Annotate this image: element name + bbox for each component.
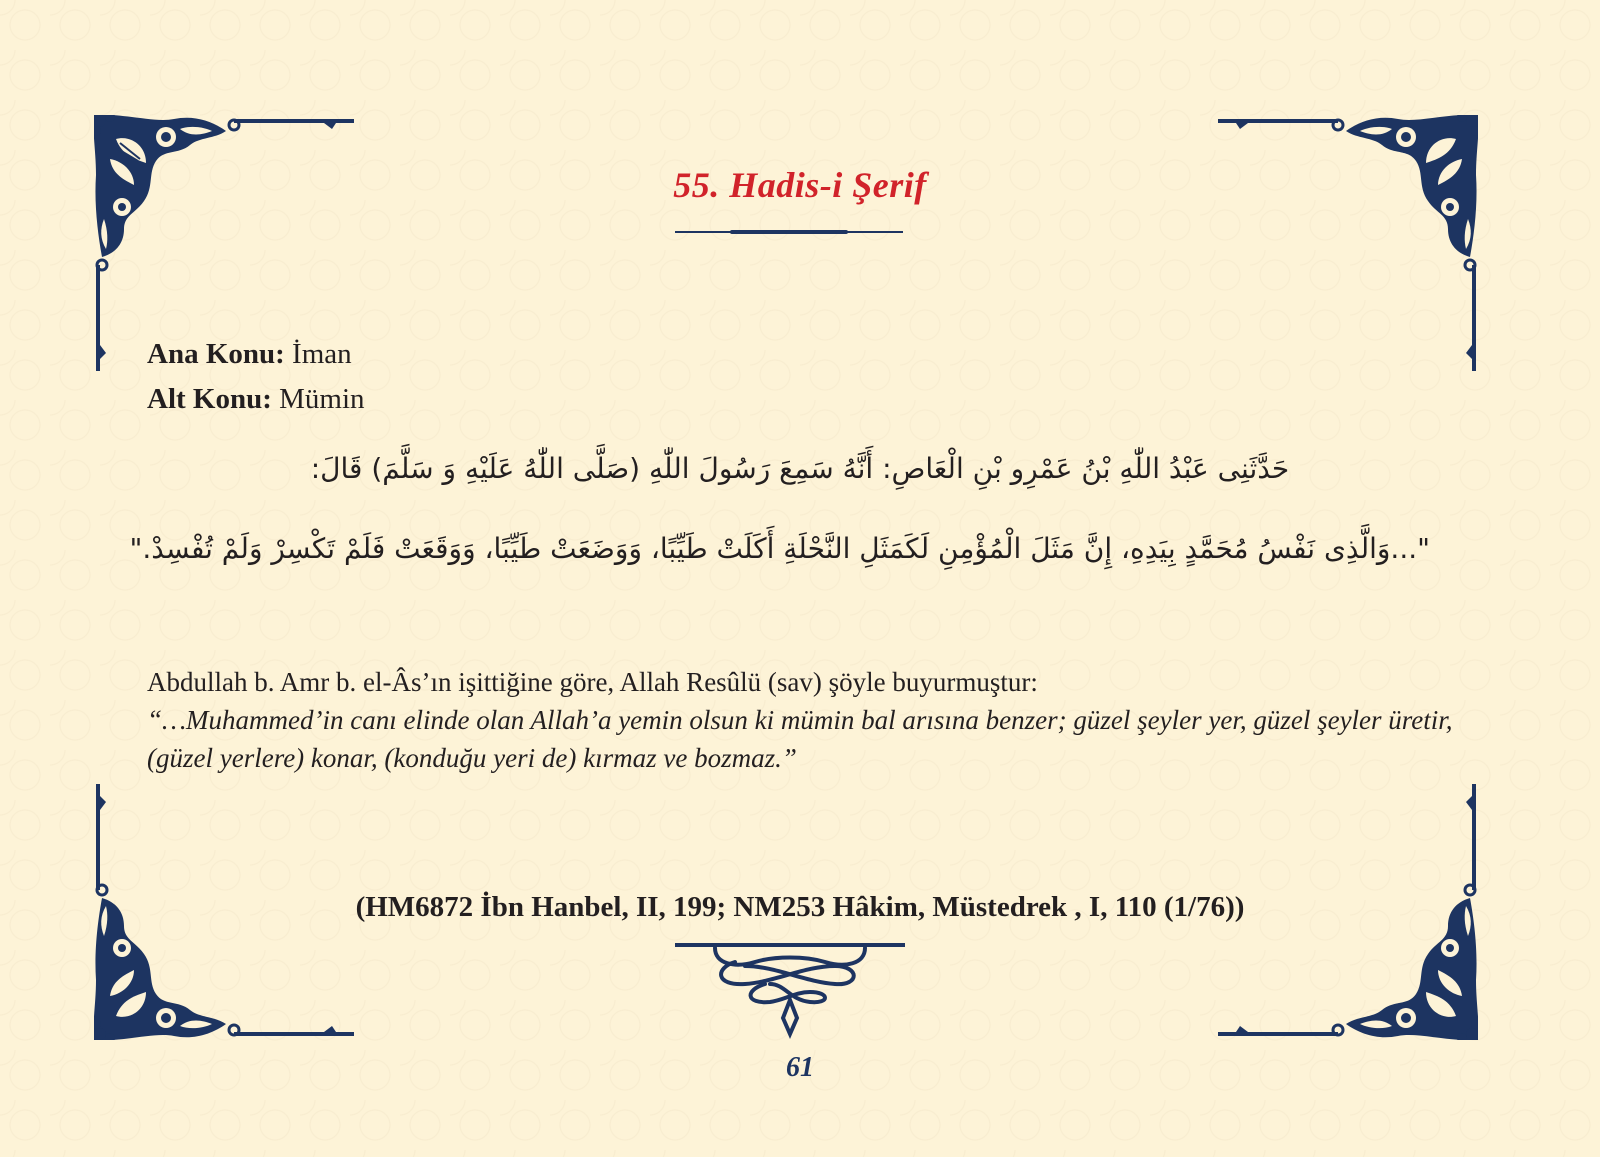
main-topic-value: İman: [292, 338, 352, 370]
arabic-hadith-text: "...وَالَّذِى نَفْسُ مُحَمَّدٍ بِيَدِهِ، إِنَّ مَثَلَ الْمُؤْمِنِ لَكَمَثَلِ النَّحْلَةِ أَكَلَتْ طَيِّبًا، وَوَضَعَتْ طَيِّبًا، وَوَقَعَتْ فَلَمْ تَكْسِرْ وَلَمْ تُفْسِدْ.": [129, 532, 1430, 565]
page-number: 61: [786, 1052, 814, 1083]
corner-ornament-top-right-icon: [1218, 115, 1478, 375]
source-citation: (HM6872 İbn Hanbel, II, 199; NM253 Hâkim, Müstedrek , I, 110 (1/76)): [355, 891, 1245, 923]
knot-flourish-icon: [675, 942, 905, 1042]
main-topic: [147, 332, 365, 377]
arabic-chain-of-narration: حَدَّثَنِى عَبْدُ اللّٰهِ بْنُ عَمْرِو بْنِ الْعَاصِ: أَنَّهُ سَمِعَ رَسُولَ اللّٰهِ (صَلَّى اللّٰهُ عَلَيْهِ وَ سَلَّمَ) قَالَ:: [310, 452, 1290, 485]
sub-topic: [147, 377, 365, 422]
divider-rule-icon: [675, 230, 903, 234]
turkish-translation: [147, 663, 1457, 777]
main-topic-label: Ana Konu:: [147, 338, 285, 370]
translation-intro: Abdullah b. Amr b. el-Âs’ın işittiğine göre, Allah Resûlü (sav) şöyle buyurmuştur:: [147, 667, 1038, 697]
translation-quote: “…Muhammed’in canı elinde olan Allah’a yemin olsun ki mümin bal arısına benzer; güzel şeyler yer, güzel şeyler üretir, (güzel yerlere) konar, (konduğu yeri de) kırmaz ve bozmaz.”: [147, 705, 1453, 773]
page-title: 55. Hadis-i Şerif: [673, 165, 927, 205]
sub-topic-label: Alt Konu:: [147, 383, 272, 415]
topic-block: [147, 332, 365, 422]
sub-topic-value: Mümin: [279, 383, 365, 415]
